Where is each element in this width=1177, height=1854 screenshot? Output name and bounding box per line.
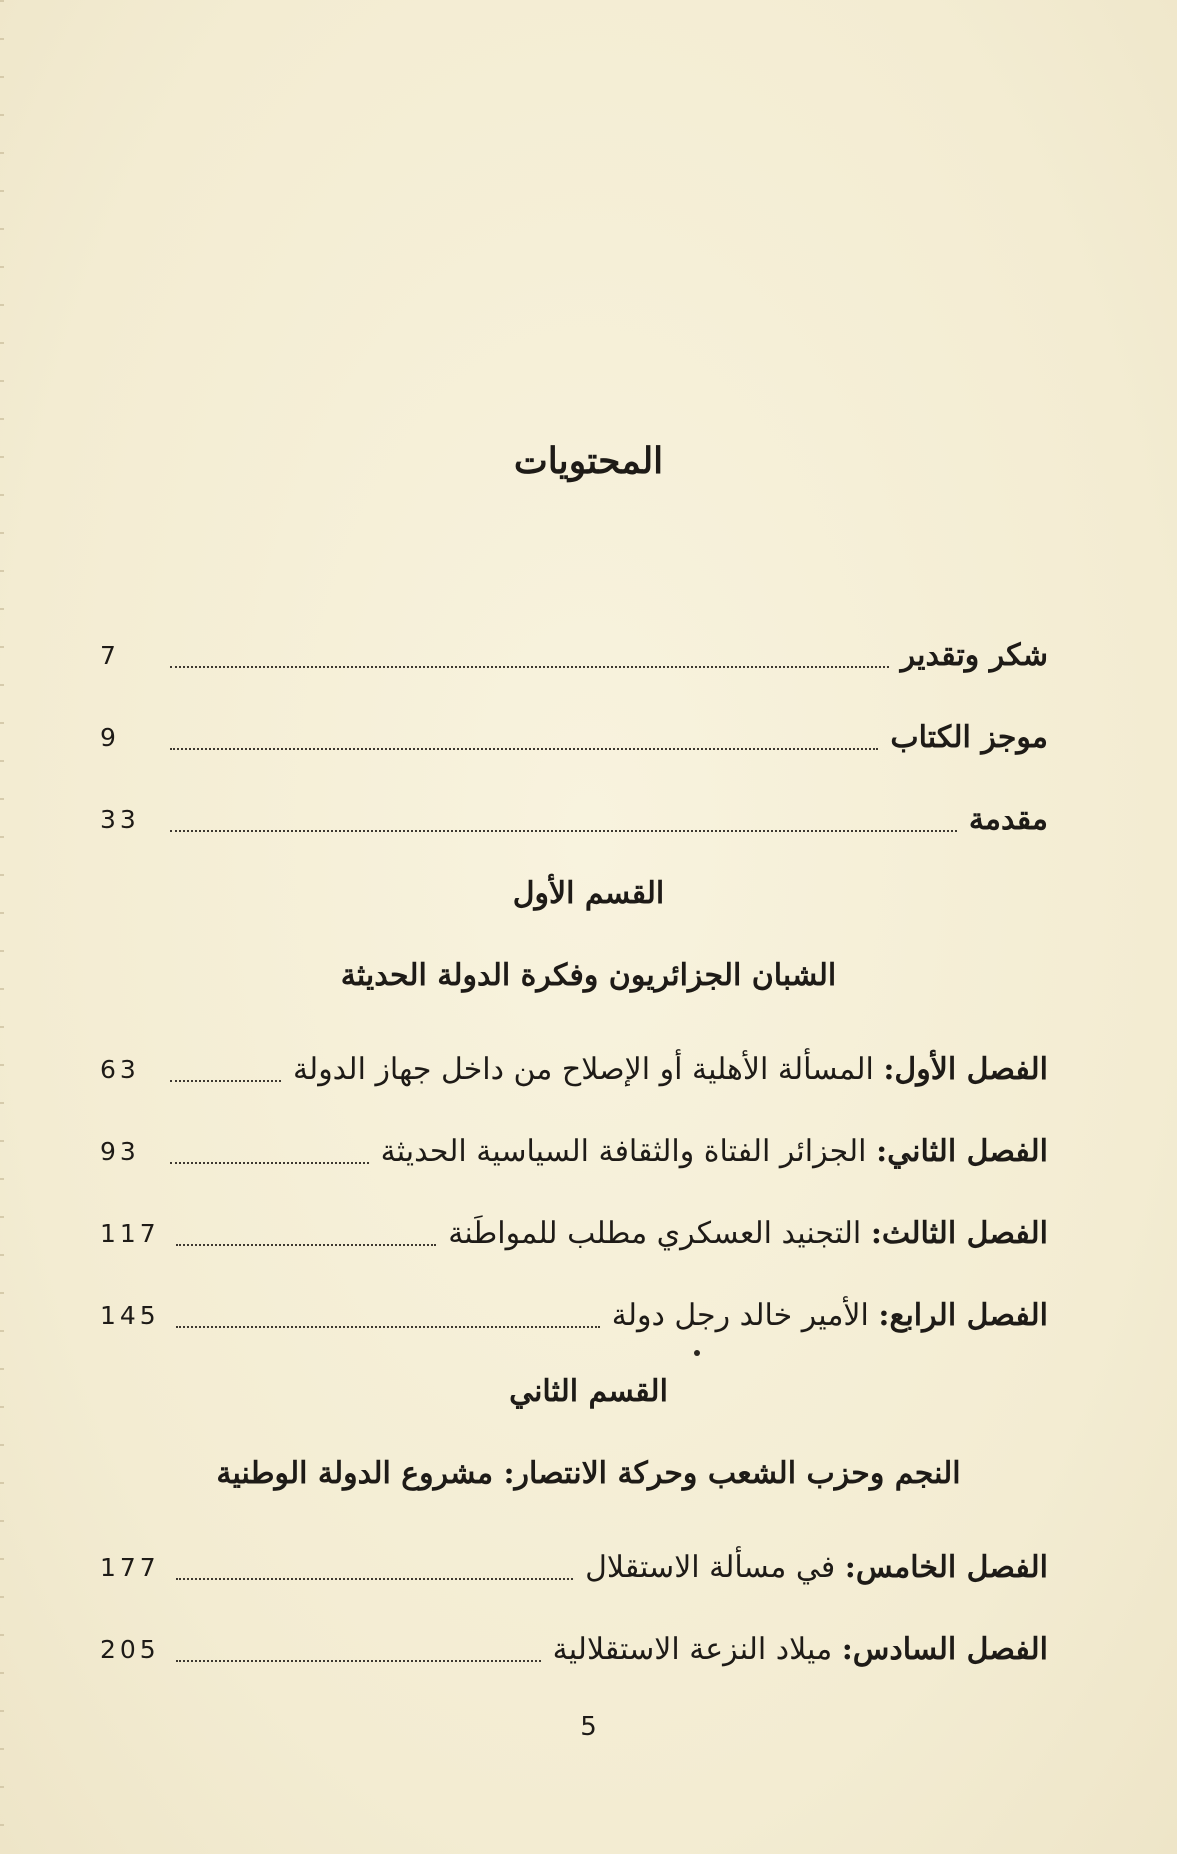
toc-entry-label: الفصل الخامس: في مسألة الاستقلال <box>585 1550 1048 1585</box>
toc-page-number: 117 <box>100 1219 160 1248</box>
folio-page-number: 5 <box>580 1712 597 1742</box>
toc-page-number: 7 <box>100 641 120 670</box>
toc-page-number: 93 <box>100 1137 140 1166</box>
dot-leader <box>176 1577 573 1580</box>
toc-entry-label: مقدمة <box>968 802 1048 837</box>
dot-leader <box>170 1161 369 1164</box>
page-edge <box>0 0 4 1854</box>
toc-entry-label: شكر وتقدير <box>900 638 1048 673</box>
toc-entry-label: موجز الكتاب <box>890 720 1048 755</box>
toc-entry-chapter-2 <box>100 1122 1048 1174</box>
toc-entry-chapter-6 <box>100 1620 1048 1672</box>
page-title: المحتويات <box>513 440 664 482</box>
toc-entry-chapter-4 <box>100 1286 1048 1338</box>
toc-entry-chapter-5 <box>100 1538 1048 1590</box>
toc-page-number: 177 <box>100 1553 160 1582</box>
part-two-heading: القسم الثاني <box>509 1374 668 1409</box>
toc-entry-label: الفصل الأول: المسألة الأهلية أو الإصلاح من داخل جهاز الدولة <box>292 1052 1048 1087</box>
part-one-subtitle: الشبان الجزائريون وفكرة الدولة الحديثة <box>340 958 837 993</box>
toc-entry-summary <box>100 708 1048 760</box>
toc-page-number: 63 <box>100 1055 140 1084</box>
toc-entry-label: الفصل السادس: ميلاد النزعة الاستقلالية <box>552 1632 1048 1667</box>
toc-page-number: 145 <box>100 1301 160 1330</box>
dot-leader <box>176 1325 600 1328</box>
toc-entry-introduction <box>100 790 1048 842</box>
part-two-subtitle: النجم وحزب الشعب وحركة الانتصار: مشروع الدولة الوطنية <box>216 1456 961 1491</box>
toc-entry-acknowledgements <box>100 626 1048 678</box>
toc-entry-label: الفصل الثاني: الجزائر الفتاة والثقافة السياسية الحديثة <box>380 1134 1048 1169</box>
toc-page-number: 205 <box>100 1635 160 1664</box>
toc-entry-label: الفصل الرابع: الأمير خالد رجل دولة <box>611 1298 1048 1333</box>
dot-leader <box>170 829 957 832</box>
toc-page-number: 33 <box>100 805 140 834</box>
toc-entry-chapter-3 <box>100 1204 1048 1256</box>
part-one-heading: القسم الأول <box>512 876 665 911</box>
dot-leader <box>176 1243 437 1246</box>
dot-leader <box>170 1079 281 1082</box>
dot-leader <box>170 747 878 750</box>
toc-page-number: 9 <box>100 723 120 752</box>
dot-leader <box>170 665 889 668</box>
dot-leader <box>176 1659 541 1662</box>
toc-entry-chapter-1 <box>100 1040 1048 1092</box>
ink-speck <box>694 1350 700 1356</box>
toc-entry-label: الفصل الثالث: التجنيد العسكري مطلب للمواطَنة <box>448 1216 1048 1251</box>
